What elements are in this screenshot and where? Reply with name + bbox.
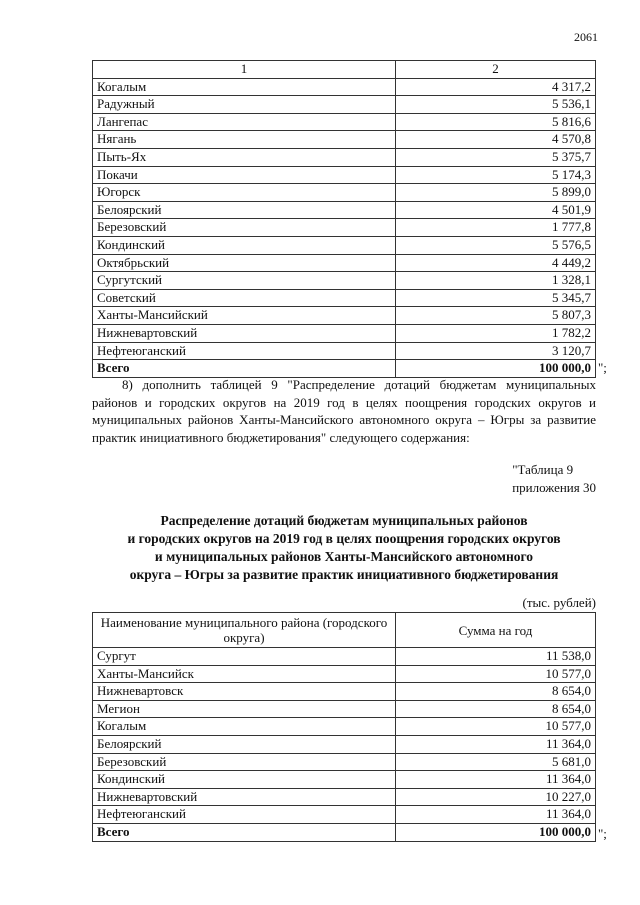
page-number: 2061	[574, 30, 598, 44]
row-name: Кондинский	[93, 771, 396, 789]
row-name: Белоярский	[93, 201, 396, 219]
table-header-row	[93, 613, 596, 648]
row-name: Советский	[93, 289, 396, 307]
row-name: Нижневартовский	[93, 324, 396, 342]
row-name: Белоярский	[93, 735, 396, 753]
row-value: 4 449,2	[396, 254, 596, 272]
table-row	[93, 148, 596, 166]
amendment-paragraph: 8) дополнить таблицей 9 "Распределение дотаций бюджетам муниципальных районов и городских округов на 2019 год в целях поощрения городских округов и муниципальных районов Ханты-Мансийского автономного округа – Югры за развитие практик инициативного бюджетирования" следующего содержания:	[92, 377, 596, 445]
row-value: 5 681,0	[396, 753, 596, 771]
row-value: 10 227,0	[396, 788, 596, 806]
row-name: Ханты-Мансийский	[93, 307, 396, 325]
table-row	[93, 113, 596, 131]
row-value: 8 654,0	[396, 700, 596, 718]
distribution-table	[92, 612, 596, 842]
table-row	[93, 272, 596, 290]
row-name: Нижневартовск	[93, 683, 396, 701]
row-name: Октябрьский	[93, 254, 396, 272]
column-number-2: 2	[396, 61, 596, 79]
row-name: Радужный	[93, 96, 396, 114]
row-name: Нижневартовский	[93, 788, 396, 806]
caption-table-number: "Таблица 9	[512, 462, 574, 477]
table-row	[93, 289, 596, 307]
row-name: Когалым	[93, 78, 396, 96]
table-row	[93, 665, 596, 683]
row-value: 4 501,9	[396, 201, 596, 219]
header-amount: Сумма на год	[396, 613, 596, 648]
subsidy-table-continued	[92, 60, 596, 378]
table-row	[93, 700, 596, 718]
row-name: Сургут	[93, 648, 396, 666]
row-value: 10 577,0	[396, 718, 596, 736]
row-name: Кондинский	[93, 236, 396, 254]
title-line: округа – Югры за развитие практик инициативного бюджетирования	[129, 567, 559, 582]
row-value: 10 577,0	[396, 665, 596, 683]
row-value: 1 328,1	[396, 272, 596, 290]
table-row	[93, 753, 596, 771]
table-row	[93, 788, 596, 806]
total-value: 100 000,0	[396, 823, 596, 841]
row-name: Югорск	[93, 184, 396, 202]
title-line: Распределение дотаций бюджетам муниципальных районов	[160, 513, 528, 528]
title-line: и городских округов на 2019 год в целях поощрения городских округов	[127, 531, 561, 546]
column-number-1: 1	[93, 61, 396, 79]
row-name: Ханты-Мансийск	[93, 665, 396, 683]
row-name: Лангепас	[93, 113, 396, 131]
table-row	[93, 219, 596, 237]
row-name: Нефтеюганский	[93, 342, 396, 360]
row-value: 5 807,3	[396, 307, 596, 325]
table-row	[93, 166, 596, 184]
row-name: Березовский	[93, 219, 396, 237]
row-value: 11 364,0	[396, 735, 596, 753]
row-name: Сургутский	[93, 272, 396, 290]
row-value: 5 375,7	[396, 148, 596, 166]
row-name: Мегион	[93, 700, 396, 718]
table-row	[93, 342, 596, 360]
row-name: Березовский	[93, 753, 396, 771]
row-value: 5 174,3	[396, 166, 596, 184]
row-name: Покачи	[93, 166, 396, 184]
row-name: Когалым	[93, 718, 396, 736]
row-name: Нягань	[93, 131, 396, 149]
row-value: 8 654,0	[396, 683, 596, 701]
total-row	[93, 823, 596, 841]
table-row	[93, 131, 596, 149]
row-value: 1 782,2	[396, 324, 596, 342]
row-value: 4 317,2	[396, 78, 596, 96]
row-value: 5 576,5	[396, 236, 596, 254]
table-row	[93, 683, 596, 701]
total-value: 100 000,0	[396, 360, 596, 378]
closing-quote-mark: ";	[598, 360, 607, 375]
table-row	[93, 96, 596, 114]
table-row	[93, 236, 596, 254]
table-row	[93, 254, 596, 272]
table-header-row	[93, 61, 596, 79]
row-value: 11 364,0	[396, 771, 596, 789]
row-value: 5 899,0	[396, 184, 596, 202]
total-row	[93, 360, 596, 378]
header-municipality: Наименование муниципального района (городского округа)	[93, 613, 396, 648]
table-row	[93, 735, 596, 753]
row-value: 11 364,0	[396, 806, 596, 824]
row-name: Пыть-Ях	[93, 148, 396, 166]
total-label: Всего	[93, 823, 396, 841]
table-row	[93, 307, 596, 325]
table-row	[93, 78, 596, 96]
row-value: 1 777,8	[396, 219, 596, 237]
caption-appendix: приложения 30	[512, 480, 596, 495]
row-name: Нефтеюганский	[93, 806, 396, 824]
units-label: (тыс. рублей)	[522, 595, 596, 610]
table-row	[93, 201, 596, 219]
row-value: 5 345,7	[396, 289, 596, 307]
table-title	[92, 512, 596, 584]
title-line: и муниципальных районов Ханты-Мансийского автономного	[154, 549, 534, 564]
row-value: 4 570,8	[396, 131, 596, 149]
row-value: 5 816,6	[396, 113, 596, 131]
table-caption	[512, 461, 596, 497]
table-row	[93, 324, 596, 342]
table-row	[93, 718, 596, 736]
closing-quote-mark: ";	[598, 826, 607, 841]
total-label: Всего	[93, 360, 396, 378]
table-row	[93, 648, 596, 666]
row-value: 3 120,7	[396, 342, 596, 360]
table-row	[93, 806, 596, 824]
table-row	[93, 184, 596, 202]
row-value: 11 538,0	[396, 648, 596, 666]
row-value: 5 536,1	[396, 96, 596, 114]
table-row	[93, 771, 596, 789]
